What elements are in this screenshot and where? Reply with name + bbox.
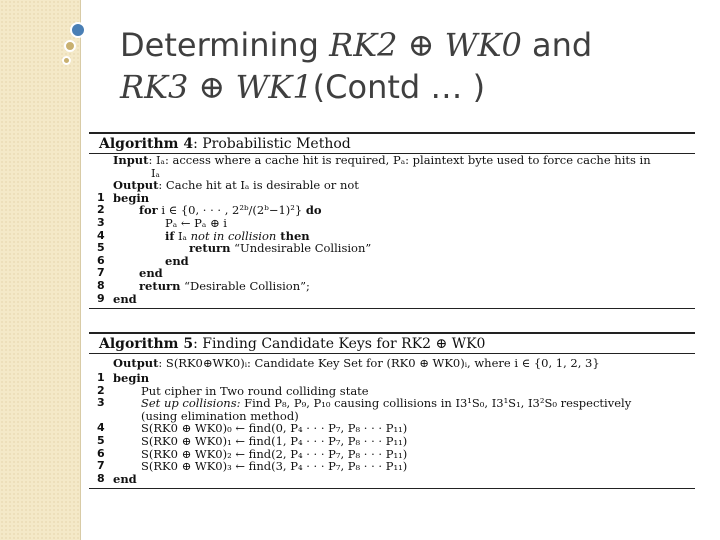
line-text: S(RK0 ⊕ WK0)₂ ← find(2, P₄ · · · P₇, P₈ · · · P₁₁): [141, 446, 408, 461]
line-number: 4: [97, 228, 105, 242]
line-number: 2: [97, 383, 105, 397]
line-number: 1: [97, 190, 105, 204]
input-cont-line: Iₐ: [151, 165, 160, 180]
output-line: Output: S(RK0⊕WK0)ᵢ: Candidate Key Set for (RK0 ⊕ WK0)ᵢ, where i ∈ {0, 1, 2, 3}: [113, 356, 600, 370]
line-text: S(RK0 ⊕ WK0)₃ ← find(3, P₄ · · · P₇, P₈ · · · P₁₁): [141, 459, 408, 474]
algorithm-4-caption: Algorithm 4: Probabilistic Method: [99, 136, 351, 152]
line-number: 2: [97, 203, 105, 217]
line-text: for i ∈ {0, · · · , 2²ᵇ/(2ᵇ−1)²} do: [139, 203, 322, 218]
line-text: begin: [113, 371, 150, 385]
decorative-dot-blue: [70, 22, 86, 38]
line-number: 3: [97, 396, 105, 410]
output-line: Output: Cache hit at Iₐ is desirable or not: [113, 178, 359, 193]
bottom-rule: [89, 308, 695, 309]
line-text: Set up collisions: Find P₈, P₉, P₁₀ causing collisions in I3¹S₀, I3¹S₁, I3²S₀ respectively: [141, 396, 632, 411]
line-number: 7: [97, 266, 105, 280]
line-text: end: [113, 291, 137, 306]
line-text: return “Undesirable Collision”: [189, 241, 372, 256]
algorithm-line: [89, 280, 695, 293]
algorithm-4-box: [89, 132, 695, 309]
algorithm-5-caption: Algorithm 5: Finding Candidate Keys for RK2 ⊕ WK0: [99, 336, 486, 352]
line-number: 6: [97, 253, 105, 267]
line-text: begin: [113, 190, 150, 205]
bottom-rule: [89, 488, 695, 489]
title-line-1: Determining RK2 ⊕ WK0 and: [120, 26, 593, 64]
line-text: end: [113, 471, 137, 486]
decorative-sidebar: [0, 0, 80, 540]
sidebar-divider: [80, 0, 81, 540]
decorative-dot-small: [62, 56, 71, 65]
line-text: end: [165, 253, 189, 268]
line-number: 7: [97, 459, 105, 473]
line-text: S(RK0 ⊕ WK0)₀ ← find(0, P₄ · · · P₇, P₈ · · · P₁₁): [141, 421, 408, 436]
line-text: Pₐ ← Pₐ ⊕ i: [165, 215, 227, 230]
line-text: Put cipher in Two round colliding state: [141, 383, 369, 398]
line-number: 3: [97, 215, 105, 229]
line-text: S(RK0 ⊕ WK0)₁ ← find(1, P₄ · · · P₇, P₈ · · · P₁₁): [141, 433, 408, 448]
line-number: 8: [97, 471, 105, 485]
line-text: if Iₐ not in collision then: [165, 228, 310, 243]
input-line: Input: Iₐ: access where a cache hit is required, Pₐ: plaintext byte used to force cache hits in: [113, 153, 651, 167]
line-number: 5: [97, 241, 105, 255]
line-number: 6: [97, 446, 105, 460]
title-line-2: RK3 ⊕ WK1(Contd … ): [120, 68, 486, 106]
algorithm-line: [89, 230, 695, 243]
algorithm-line: [89, 255, 695, 268]
line-text: (using elimination method): [141, 408, 299, 423]
algorithm-line: [89, 293, 695, 306]
line-text: end: [139, 266, 163, 281]
algorithm-5-box: [89, 332, 695, 489]
line-number: 1: [97, 371, 105, 384]
line-number: 4: [97, 421, 105, 435]
line-number: 5: [97, 433, 105, 447]
line-number: 8: [97, 278, 105, 292]
algorithm-line: [89, 473, 695, 486]
line-number: 9: [97, 291, 105, 305]
line-text: return “Desirable Collision”;: [139, 278, 310, 293]
algorithm-line: [89, 460, 695, 473]
decorative-dot-tan: [64, 40, 76, 52]
slide-title: [120, 24, 700, 108]
